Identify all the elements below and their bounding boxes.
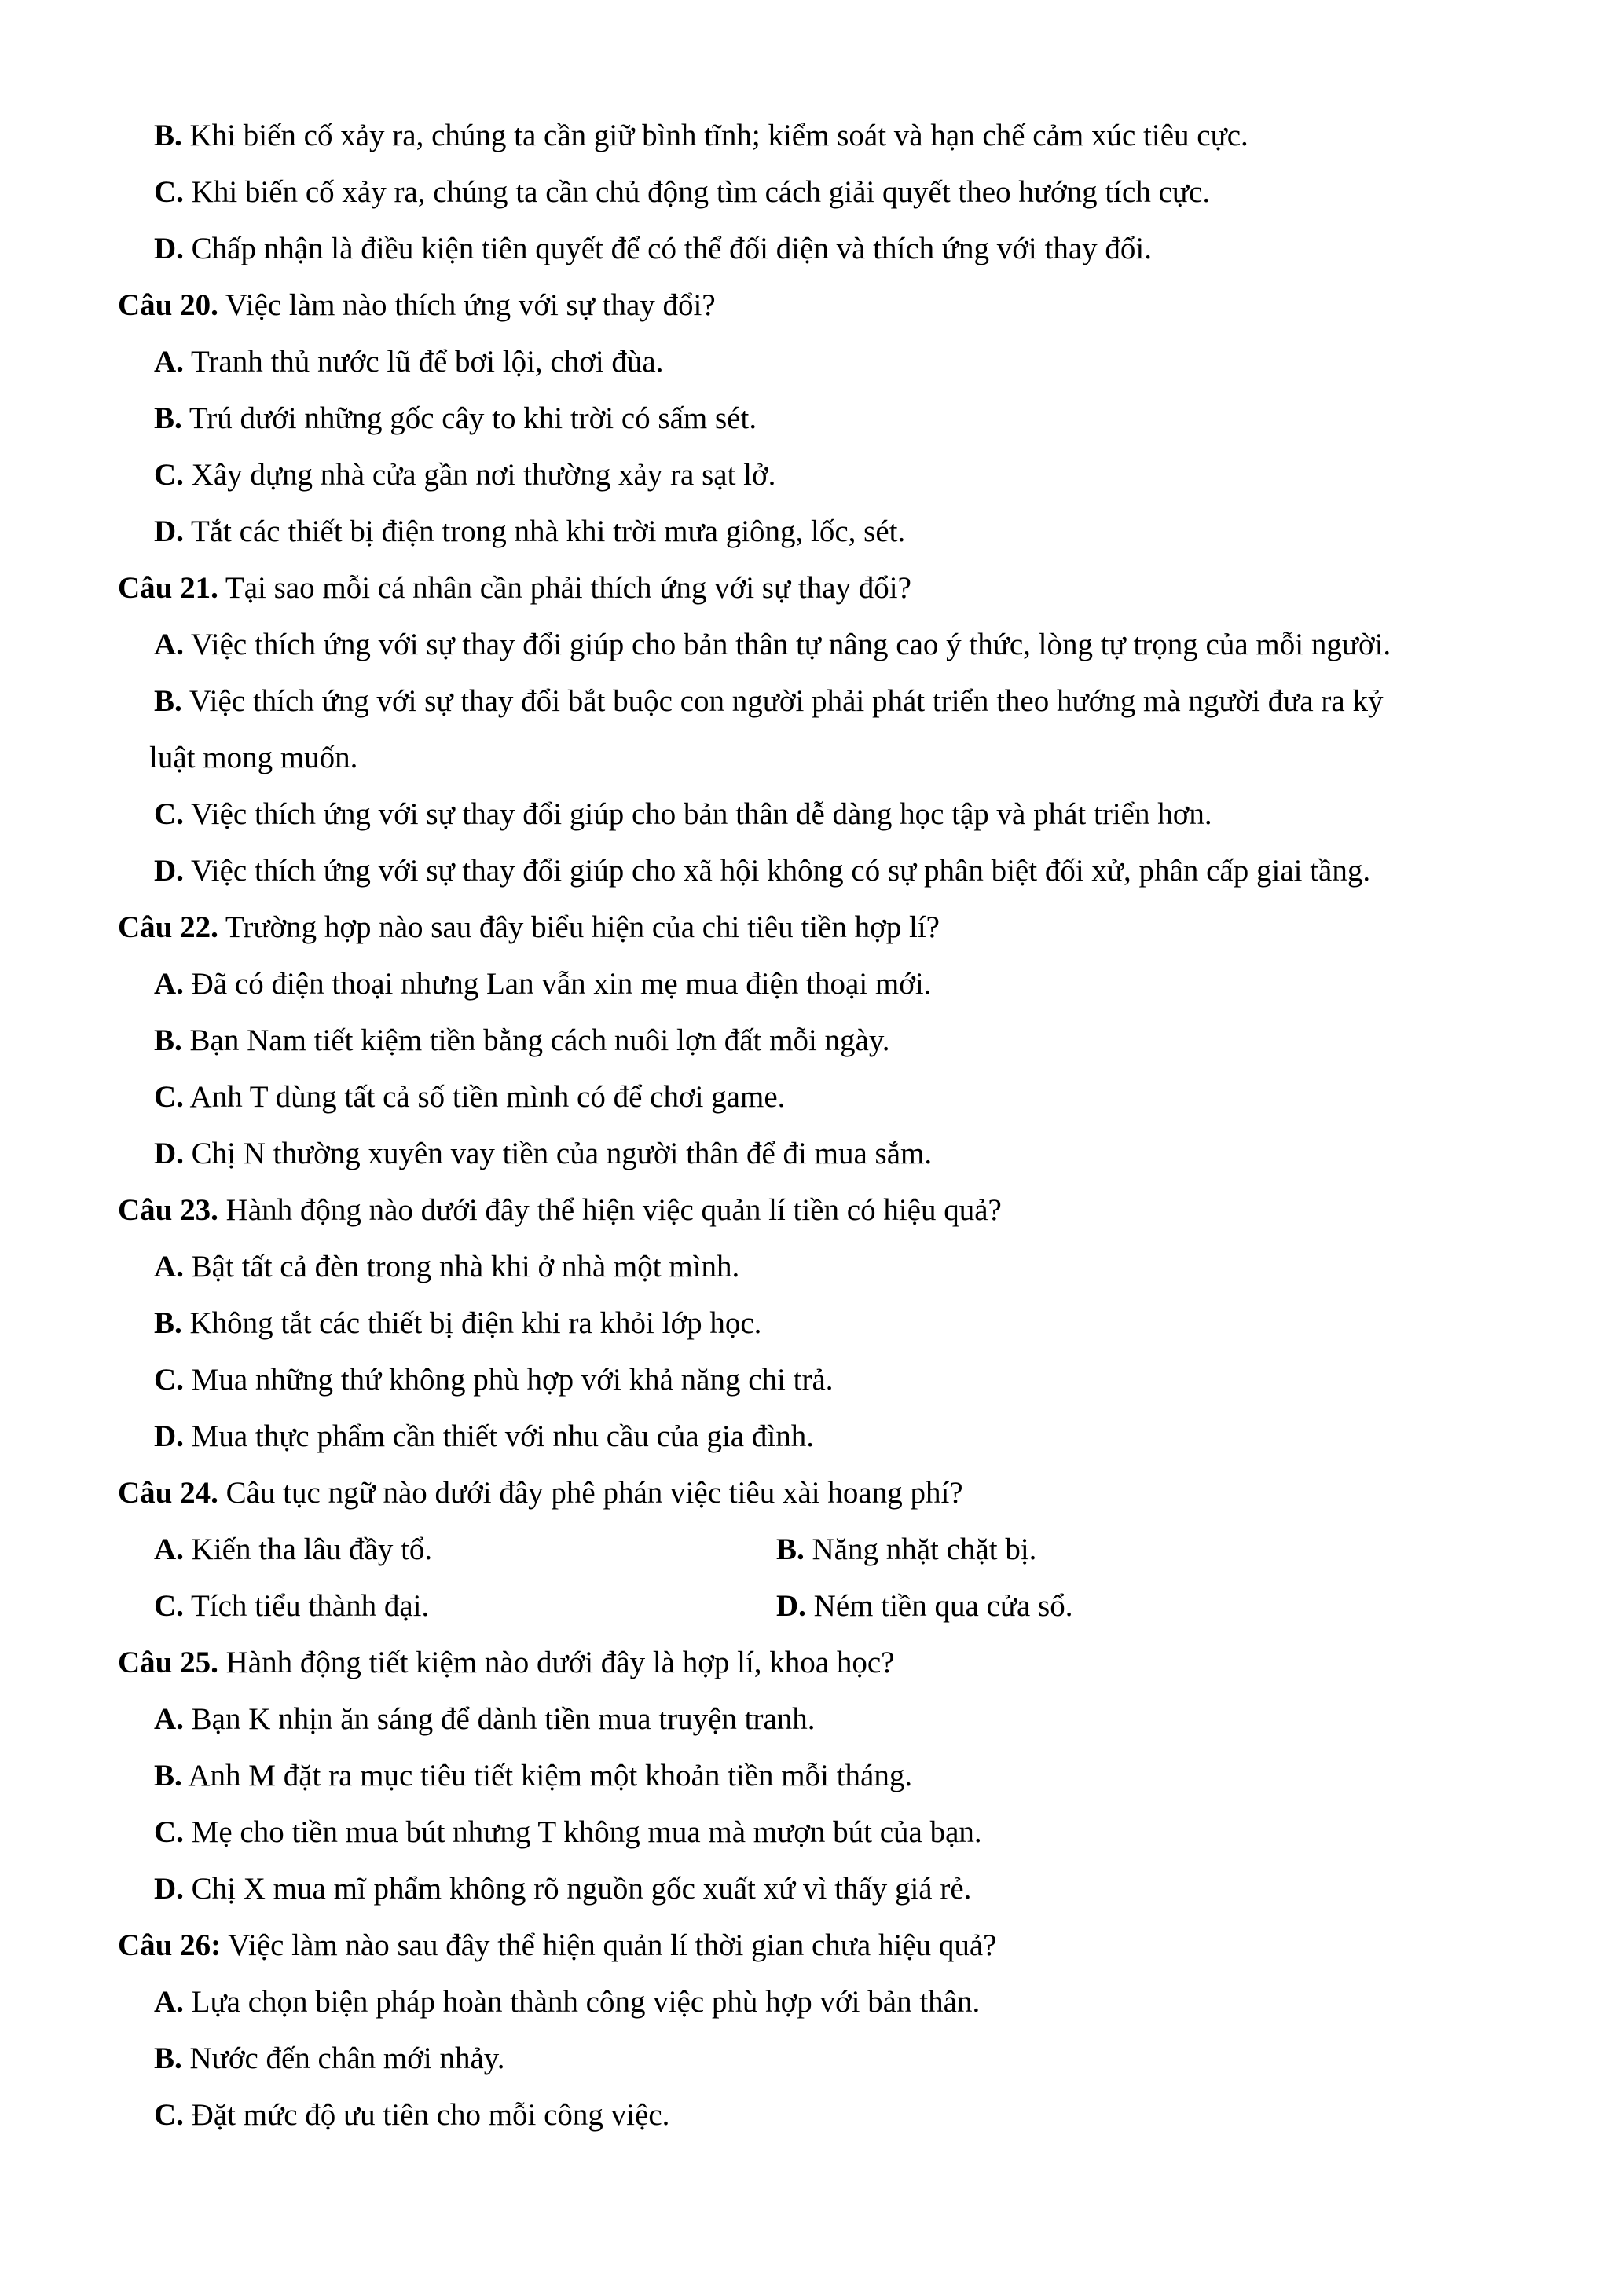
question-text: Việc làm nào thích ứng với sự thay đổi? bbox=[225, 288, 716, 322]
option-text: Bạn K nhịn ăn sáng để dành tiền mua truyện tranh. bbox=[191, 1702, 816, 1736]
option-letter: A. bbox=[154, 1985, 184, 2019]
option-text: Ném tiền qua cửa sổ. bbox=[813, 1589, 1073, 1623]
option-d bbox=[154, 516, 905, 547]
option-letter: B. bbox=[154, 401, 182, 435]
question-text: Trường hợp nào sau đây biểu hiện của chi tiêu tiền hợp lí? bbox=[225, 910, 940, 944]
option-letter: D. bbox=[154, 1872, 184, 1906]
question-22 bbox=[118, 912, 940, 943]
option-text: Việc thích ứng với sự thay đổi bắt buộc con người phải phát triển theo hướng mà người đưa ra kỷ bbox=[189, 684, 1384, 718]
option-text: Mua những thứ không phù hợp với khả năng chi trả. bbox=[191, 1363, 834, 1397]
option-letter: D. bbox=[154, 232, 184, 265]
option-text: Chấp nhận là điều kiện tiên quyết để có thể đối diện và thích ứng với thay đổi. bbox=[191, 232, 1152, 265]
option-text: Tắt các thiết bị điện trong nhà khi trời mưa giông, lốc, sét. bbox=[190, 514, 906, 548]
question-label: Câu 22. bbox=[118, 910, 218, 944]
option-b bbox=[154, 1025, 890, 1056]
option-text: Nước đến chân mới nhảy. bbox=[189, 2041, 505, 2075]
option-text: Chị X mua mĩ phẩm không rõ nguồn gốc xuất xứ vì thấy giá rẻ. bbox=[191, 1872, 972, 1906]
option-letter: B. bbox=[154, 684, 182, 718]
option-d bbox=[154, 1138, 932, 1169]
option-text: Năng nhặt chặt bị. bbox=[812, 1532, 1037, 1566]
option-text: Việc thích ứng với sự thay đổi giúp cho bản thân tự nâng cao ý thức, lòng tự trọng của mỗi người. bbox=[190, 628, 1391, 661]
question-text: Câu tục ngữ nào dưới đây phê phán việc tiêu xài hoang phí? bbox=[225, 1476, 963, 1510]
option-text: Việc thích ứng với sự thay đổi giúp cho bản thân dễ dàng học tập và phát triển hơn. bbox=[190, 797, 1212, 831]
option-text: Khi biến cố xảy ra, chúng ta cần chủ động tìm cách giải quyết theo hướng tích cực. bbox=[191, 175, 1211, 209]
option-letter: C. bbox=[154, 2098, 184, 2132]
option-a bbox=[154, 1704, 816, 1734]
question-24 bbox=[118, 1478, 963, 1508]
option-text: Bạn Nam tiết kiệm tiền bằng cách nuôi lợn đất mỗi ngày. bbox=[189, 1023, 890, 1057]
option-letter: C. bbox=[154, 797, 184, 831]
option-letter: B. bbox=[776, 1532, 805, 1566]
option-a bbox=[154, 1534, 432, 1565]
question-25 bbox=[118, 1647, 894, 1678]
option-c bbox=[154, 799, 1212, 829]
option-b bbox=[154, 1760, 912, 1791]
option-letter: D. bbox=[154, 1419, 184, 1453]
question-label: Câu 25. bbox=[118, 1646, 218, 1679]
option-letter: B. bbox=[154, 1023, 182, 1057]
option-b bbox=[154, 1308, 761, 1338]
question-23 bbox=[118, 1195, 1002, 1225]
option-text: Bật tất cả đèn trong nhà khi ở nhà một mình. bbox=[191, 1250, 740, 1283]
option-c bbox=[154, 177, 1210, 207]
option-letter: D. bbox=[154, 1137, 184, 1170]
option-letter: B. bbox=[154, 1306, 182, 1340]
option-text: Lựa chọn biện pháp hoàn thành công việc phù hợp với bản thân. bbox=[191, 1985, 981, 2019]
option-letter: A. bbox=[154, 345, 184, 379]
option-letter: A. bbox=[154, 628, 184, 661]
option-text: Trú dưới những gốc cây to khi trời có sấm sét. bbox=[189, 401, 757, 435]
option-continuation: luật mong muốn. bbox=[149, 741, 358, 774]
option-letter: A. bbox=[154, 1532, 184, 1566]
option-letter: B. bbox=[154, 1759, 182, 1792]
option-d bbox=[154, 1421, 814, 1452]
option-letter: B. bbox=[154, 2041, 182, 2075]
option-text: Xây dựng nhà cửa gần nơi thường xảy ra sạt lở. bbox=[191, 458, 776, 492]
option-d bbox=[776, 1591, 1072, 1621]
option-b bbox=[776, 1534, 1036, 1565]
option-letter: C. bbox=[154, 1363, 184, 1397]
option-c bbox=[154, 1591, 429, 1621]
question-label: Câu 21. bbox=[118, 571, 218, 605]
option-a bbox=[154, 969, 931, 999]
question-20 bbox=[118, 290, 716, 320]
option-letter: B. bbox=[154, 119, 182, 152]
option-a bbox=[154, 1251, 739, 1282]
option-text: Khi biến cố xảy ra, chúng ta cần giữ bình tĩnh; kiểm soát và hạn chế cảm xúc tiêu cực. bbox=[189, 119, 1248, 152]
option-d bbox=[154, 1873, 971, 1904]
option-text: Mua thực phẩm cần thiết với nhu cầu của gia đình. bbox=[191, 1419, 814, 1453]
option-text: Chị N thường xuyên vay tiền của người thân để đi mua sắm. bbox=[191, 1137, 933, 1170]
option-text: Anh M đặt ra mục tiêu tiết kiệm một khoản tiền mỗi tháng. bbox=[188, 1759, 913, 1792]
option-c bbox=[154, 1082, 785, 1112]
question-label: Câu 24. bbox=[118, 1476, 218, 1510]
option-a bbox=[154, 346, 663, 377]
question-text: Hành động nào dưới đây thể hiện việc quản lí tiền có hiệu quả? bbox=[225, 1193, 1002, 1227]
option-a bbox=[154, 629, 1391, 660]
question-21 bbox=[118, 573, 911, 603]
question-text: Hành động tiết kiệm nào dưới đây là hợp lí, khoa học? bbox=[225, 1646, 895, 1679]
option-letter: C. bbox=[154, 1080, 184, 1114]
option-a bbox=[154, 1987, 980, 2017]
option-letter: D. bbox=[776, 1589, 806, 1623]
option-c bbox=[154, 1817, 982, 1847]
option-c bbox=[154, 460, 775, 490]
question-label: Câu 23. bbox=[118, 1193, 218, 1227]
option-letter: C. bbox=[154, 175, 184, 209]
option-letter: D. bbox=[154, 854, 184, 888]
question-text: Tại sao mỗi cá nhân cần phải thích ứng với sự thay đổi? bbox=[225, 571, 911, 605]
option-c bbox=[154, 2100, 669, 2130]
question-26 bbox=[118, 1930, 997, 1961]
option-text: Kiến tha lâu đầy tổ. bbox=[191, 1532, 433, 1566]
question-text: Việc làm nào sau đây thể hiện quản lí thời gian chưa hiệu quả? bbox=[228, 1928, 997, 1962]
option-text: Tranh thủ nước lũ để bơi lội, chơi đùa. bbox=[190, 345, 664, 379]
question-label: Câu 26: bbox=[118, 1928, 222, 1962]
option-b bbox=[154, 686, 1383, 716]
option-c bbox=[154, 1364, 834, 1395]
option-letter: A. bbox=[154, 1702, 184, 1736]
option-letter: C. bbox=[154, 1589, 184, 1623]
option-b bbox=[154, 2043, 505, 2074]
question-label: Câu 20. bbox=[118, 288, 218, 322]
option-text: Mẹ cho tiền mua bút nhưng T không mua mà mượn bút của bạn. bbox=[191, 1815, 982, 1849]
option-text: Tích tiểu thành đại. bbox=[190, 1589, 430, 1623]
option-letter: D. bbox=[154, 514, 184, 548]
option-d bbox=[154, 233, 1152, 264]
option-letter: C. bbox=[154, 458, 184, 492]
option-letter: A. bbox=[154, 1250, 184, 1283]
option-text: Không tắt các thiết bị điện khi ra khỏi lớp học. bbox=[189, 1306, 762, 1340]
option-letter: A. bbox=[154, 967, 184, 1001]
option-b bbox=[154, 403, 757, 434]
option-b bbox=[154, 120, 1248, 151]
option-text: Đã có điện thoại nhưng Lan vẫn xin mẹ mua điện thoại mới. bbox=[191, 967, 932, 1001]
option-text: Việc thích ứng với sự thay đổi giúp cho xã hội không có sự phân biệt đối xử, phân cấp giai tầng. bbox=[190, 854, 1371, 888]
option-d bbox=[154, 855, 1370, 886]
option-letter: C. bbox=[154, 1815, 184, 1849]
option-text: Đặt mức độ ưu tiên cho mỗi công việc. bbox=[191, 2098, 670, 2132]
option-text: Anh T dùng tất cả số tiền mình có để chơi game. bbox=[189, 1080, 786, 1114]
